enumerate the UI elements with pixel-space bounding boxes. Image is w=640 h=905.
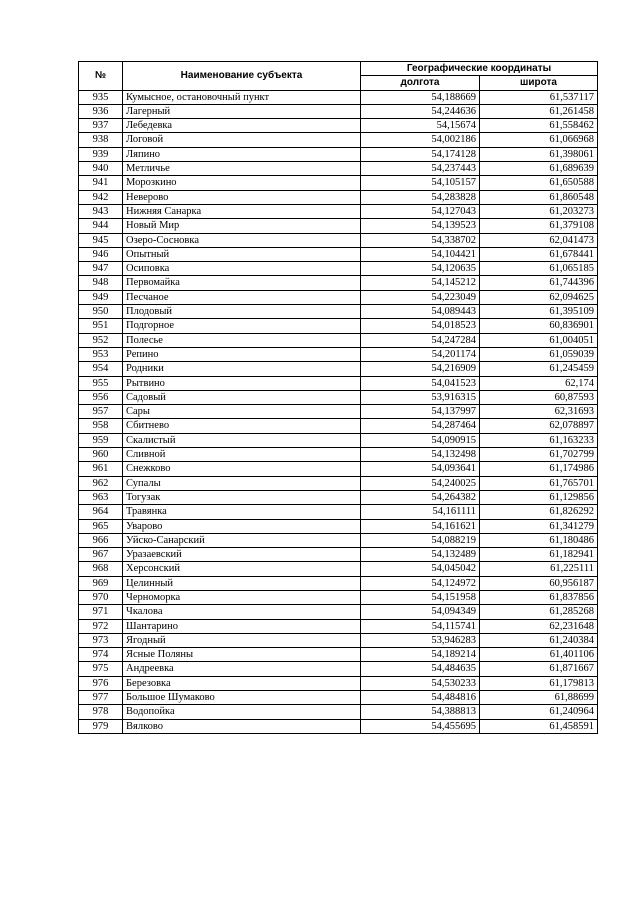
row-number: 977: [79, 691, 123, 705]
row-number: 979: [79, 719, 123, 733]
table-row: [79, 590, 598, 604]
table-row: [79, 419, 598, 433]
longitude: 54,045042: [361, 562, 480, 576]
table-row: [79, 119, 598, 133]
latitude: 61,285268: [480, 605, 598, 619]
table-row: [79, 448, 598, 462]
subject-name: Логовой: [123, 133, 361, 147]
table-row: [79, 190, 598, 204]
table-row: [79, 505, 598, 519]
subject-name: Большое Шумаково: [123, 691, 361, 705]
subject-name: Плодовый: [123, 305, 361, 319]
longitude: 54,283828: [361, 190, 480, 204]
row-number: 950: [79, 305, 123, 319]
latitude: 61,182941: [480, 548, 598, 562]
table-row: [79, 533, 598, 547]
subject-name: Озеро-Сосновка: [123, 233, 361, 247]
latitude: 62,174: [480, 376, 598, 390]
table-row: [79, 362, 598, 376]
subject-name: Лебедевка: [123, 119, 361, 133]
row-number: 961: [79, 462, 123, 476]
latitude: 62,31693: [480, 405, 598, 419]
table-row: [79, 133, 598, 147]
longitude: 54,455695: [361, 719, 480, 733]
longitude: 54,530233: [361, 676, 480, 690]
row-number: 970: [79, 590, 123, 604]
table-row: [79, 462, 598, 476]
row-number: 976: [79, 676, 123, 690]
latitude: 61,765701: [480, 476, 598, 490]
latitude: 62,041473: [480, 233, 598, 247]
row-number: 957: [79, 405, 123, 419]
row-number: 975: [79, 662, 123, 676]
table-row: [79, 247, 598, 261]
longitude: 54,201174: [361, 347, 480, 361]
table-row: [79, 276, 598, 290]
row-number: 935: [79, 90, 123, 104]
subject-name: Подгорное: [123, 319, 361, 333]
subject-name: Ясные Поляны: [123, 648, 361, 662]
longitude: 54,161111: [361, 505, 480, 519]
table-row: [79, 305, 598, 319]
latitude: 62,078897: [480, 419, 598, 433]
header-longitude: долгота: [361, 76, 480, 90]
subject-name: Водопойка: [123, 705, 361, 719]
table-row: [79, 490, 598, 504]
latitude: 61,004051: [480, 333, 598, 347]
table-body: [79, 90, 598, 733]
latitude: 61,860548: [480, 190, 598, 204]
table-header: [79, 62, 598, 91]
latitude: 61,871667: [480, 662, 598, 676]
table-row: [79, 691, 598, 705]
subject-name: Ляпино: [123, 147, 361, 161]
longitude: 54,484635: [361, 662, 480, 676]
latitude: 61,558462: [480, 119, 598, 133]
longitude: 54,15674: [361, 119, 480, 133]
latitude: 61,065185: [480, 262, 598, 276]
table-row: [79, 104, 598, 118]
subject-name: Березовка: [123, 676, 361, 690]
latitude: 61,066968: [480, 133, 598, 147]
longitude: 54,240025: [361, 476, 480, 490]
table-row: [79, 147, 598, 161]
row-number: 973: [79, 633, 123, 647]
row-number: 965: [79, 519, 123, 533]
latitude: 61,163233: [480, 433, 598, 447]
table-row: [79, 90, 598, 104]
subject-name: Песчаное: [123, 290, 361, 304]
header-latitude: широта: [480, 76, 598, 90]
longitude: 54,132489: [361, 548, 480, 562]
latitude: 61,261458: [480, 104, 598, 118]
row-number: 966: [79, 533, 123, 547]
longitude: 54,104421: [361, 247, 480, 261]
row-number: 936: [79, 104, 123, 118]
row-number: 953: [79, 347, 123, 361]
longitude: 54,090915: [361, 433, 480, 447]
table-row: [79, 548, 598, 562]
table-row: [79, 662, 598, 676]
row-number: 960: [79, 448, 123, 462]
longitude: 54,145212: [361, 276, 480, 290]
table-row: [79, 176, 598, 190]
longitude: 54,161621: [361, 519, 480, 533]
longitude: 54,174128: [361, 147, 480, 161]
row-number: 938: [79, 133, 123, 147]
longitude: 54,093641: [361, 462, 480, 476]
longitude: 54,247284: [361, 333, 480, 347]
subject-name: Новый Мир: [123, 219, 361, 233]
table-row: [79, 719, 598, 733]
subject-name: Садовый: [123, 390, 361, 404]
longitude: 54,002186: [361, 133, 480, 147]
longitude: 54,388813: [361, 705, 480, 719]
table-row: [79, 648, 598, 662]
row-number: 969: [79, 576, 123, 590]
subject-name: Родники: [123, 362, 361, 376]
row-number: 948: [79, 276, 123, 290]
longitude: 54,223049: [361, 290, 480, 304]
subject-name: Рытвино: [123, 376, 361, 390]
table-row: [79, 619, 598, 633]
subject-name: Уварово: [123, 519, 361, 533]
row-number: 967: [79, 548, 123, 562]
row-number: 954: [79, 362, 123, 376]
table-row: [79, 162, 598, 176]
latitude: 61,245459: [480, 362, 598, 376]
subject-name: Андреевка: [123, 662, 361, 676]
longitude: 53,946283: [361, 633, 480, 647]
table-row: [79, 390, 598, 404]
latitude: 61,180486: [480, 533, 598, 547]
table-row: [79, 605, 598, 619]
row-number: 947: [79, 262, 123, 276]
subject-name: Вялково: [123, 719, 361, 733]
subject-name: Тогузак: [123, 490, 361, 504]
subject-name: Черноморка: [123, 590, 361, 604]
latitude: 61,341279: [480, 519, 598, 533]
latitude: 61,401106: [480, 648, 598, 662]
longitude: 54,120635: [361, 262, 480, 276]
subject-name: Лагерный: [123, 104, 361, 118]
longitude: 54,132498: [361, 448, 480, 462]
latitude: 61,458591: [480, 719, 598, 733]
row-number: 939: [79, 147, 123, 161]
latitude: 61,702799: [480, 448, 598, 462]
longitude: 54,484816: [361, 691, 480, 705]
subject-name: Осиповка: [123, 262, 361, 276]
latitude: 61,240384: [480, 633, 598, 647]
subject-name: Первомайка: [123, 276, 361, 290]
latitude: 61,179813: [480, 676, 598, 690]
latitude: 61,240964: [480, 705, 598, 719]
subject-name: Репино: [123, 347, 361, 361]
longitude: 54,237443: [361, 162, 480, 176]
longitude: 54,151958: [361, 590, 480, 604]
row-number: 943: [79, 204, 123, 218]
row-number: 946: [79, 247, 123, 261]
subject-name: Опытный: [123, 247, 361, 261]
table-row: [79, 519, 598, 533]
subject-name: Супалы: [123, 476, 361, 490]
latitude: 60,87593: [480, 390, 598, 404]
latitude: 62,094625: [480, 290, 598, 304]
table-row: [79, 290, 598, 304]
subject-name: Кумысное, остановочный пункт: [123, 90, 361, 104]
latitude: 61,395109: [480, 305, 598, 319]
longitude: 54,089443: [361, 305, 480, 319]
subject-name: Метличье: [123, 162, 361, 176]
latitude: 60,836901: [480, 319, 598, 333]
longitude: 54,115741: [361, 619, 480, 633]
subject-name: Уразаевский: [123, 548, 361, 562]
latitude: 60,956187: [480, 576, 598, 590]
table-row: [79, 705, 598, 719]
table-row: [79, 262, 598, 276]
subject-name: Травянка: [123, 505, 361, 519]
row-number: 942: [79, 190, 123, 204]
row-number: 940: [79, 162, 123, 176]
row-number: 963: [79, 490, 123, 504]
row-number: 978: [79, 705, 123, 719]
latitude: 61,678441: [480, 247, 598, 261]
latitude: 61,88699: [480, 691, 598, 705]
table-row: [79, 376, 598, 390]
table-row: [79, 219, 598, 233]
longitude: 54,041523: [361, 376, 480, 390]
row-number: 955: [79, 376, 123, 390]
row-number: 956: [79, 390, 123, 404]
row-number: 949: [79, 290, 123, 304]
table-row: [79, 405, 598, 419]
latitude: 61,225111: [480, 562, 598, 576]
subject-name: Уйско-Санарский: [123, 533, 361, 547]
subject-name: Полесье: [123, 333, 361, 347]
table-row: [79, 204, 598, 218]
latitude: 61,650588: [480, 176, 598, 190]
latitude: 61,059039: [480, 347, 598, 361]
table-row: [79, 476, 598, 490]
subject-name: Неверово: [123, 190, 361, 204]
longitude: 53,916315: [361, 390, 480, 404]
subject-name: Херсонский: [123, 562, 361, 576]
latitude: 61,379108: [480, 219, 598, 233]
subject-name: Скалистый: [123, 433, 361, 447]
table-row: [79, 433, 598, 447]
subject-name: Ягодный: [123, 633, 361, 647]
subject-name: Целинный: [123, 576, 361, 590]
row-number: 945: [79, 233, 123, 247]
row-number: 959: [79, 433, 123, 447]
row-number: 974: [79, 648, 123, 662]
row-number: 964: [79, 505, 123, 519]
longitude: 54,018523: [361, 319, 480, 333]
longitude: 54,188669: [361, 90, 480, 104]
latitude: 61,826292: [480, 505, 598, 519]
row-number: 971: [79, 605, 123, 619]
subject-name: Шантарино: [123, 619, 361, 633]
table-row: [79, 319, 598, 333]
latitude: 62,231648: [480, 619, 598, 633]
table-row: [79, 576, 598, 590]
table-row: [79, 562, 598, 576]
latitude: 61,129856: [480, 490, 598, 504]
header-geo-coordinates: Географические координаты: [361, 62, 598, 76]
table-row: [79, 333, 598, 347]
longitude: 54,139523: [361, 219, 480, 233]
latitude: 61,744396: [480, 276, 598, 290]
row-number: 972: [79, 619, 123, 633]
table-row: [79, 676, 598, 690]
latitude: 61,689639: [480, 162, 598, 176]
subject-name: Нижняя Санарка: [123, 204, 361, 218]
latitude: 61,174986: [480, 462, 598, 476]
subject-name: Морозкино: [123, 176, 361, 190]
latitude: 61,398061: [480, 147, 598, 161]
latitude: 61,203273: [480, 204, 598, 218]
table-row: [79, 347, 598, 361]
table-row: [79, 233, 598, 247]
latitude: 61,537117: [480, 90, 598, 104]
longitude: 54,094349: [361, 605, 480, 619]
row-number: 937: [79, 119, 123, 133]
longitude: 54,127043: [361, 204, 480, 218]
subject-name: Чкалова: [123, 605, 361, 619]
longitude: 54,124972: [361, 576, 480, 590]
row-number: 941: [79, 176, 123, 190]
subject-name: Сливной: [123, 448, 361, 462]
longitude: 54,338702: [361, 233, 480, 247]
longitude: 54,264382: [361, 490, 480, 504]
row-number: 951: [79, 319, 123, 333]
subject-name: Снежково: [123, 462, 361, 476]
subject-name: Сбитнево: [123, 419, 361, 433]
longitude: 54,216909: [361, 362, 480, 376]
longitude: 54,244636: [361, 104, 480, 118]
longitude: 54,105157: [361, 176, 480, 190]
row-number: 968: [79, 562, 123, 576]
longitude: 54,088219: [361, 533, 480, 547]
longitude: 54,137997: [361, 405, 480, 419]
header-subject-name: Наименование субъекта: [123, 62, 361, 91]
row-number: 944: [79, 219, 123, 233]
row-number: 952: [79, 333, 123, 347]
coordinates-table: [78, 61, 598, 734]
row-number: 958: [79, 419, 123, 433]
longitude: 54,287464: [361, 419, 480, 433]
header-number: №: [79, 62, 123, 91]
row-number: 962: [79, 476, 123, 490]
table-row: [79, 633, 598, 647]
subject-name: Сары: [123, 405, 361, 419]
longitude: 54,189214: [361, 648, 480, 662]
latitude: 61,837856: [480, 590, 598, 604]
